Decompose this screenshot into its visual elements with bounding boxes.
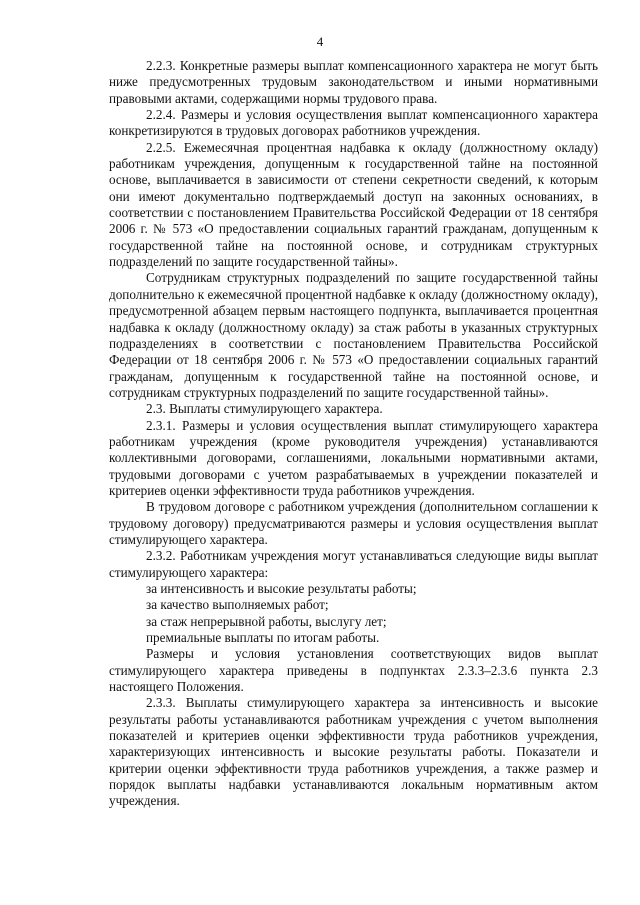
paragraph-2-2-5: 2.2.5. Ежемесячная процентная надбавка к окладу (должностному окладу) работникам учреждения, допущенным к государственной тайне на постоянной основе, выплачивается в зависимости от степени секретности сведений, к которым они имеют документально подтверждаемый доступ на законных основаниях, в соответствии с постановлением Правительства Российской Федерации от 18 сентября 2006 г. № 573 «О предоставлении социальных гарантий гражданам, допущенным к государственной тайне на постоянной основе, и сотрудникам структурных подразделений по защите государственной тайны». xyxy=(109,139,598,270)
paragraph-2-3-1-second: В трудовом договоре с работником учреждения (дополнительном соглашении к трудовому договору) предусматриваются размеры и условия осуществления выплат стимулирующего характера. xyxy=(109,499,598,547)
section-heading-2-3: 2.3. Выплаты стимулирующего характера. xyxy=(146,401,383,417)
list-item: за интенсивность и высокие результаты работы; xyxy=(146,581,417,596)
paragraph-2-2-4: 2.2.4. Размеры и условия осуществления выплат компенсационного характера конкретизируются в трудовых договорах работников учреждения. xyxy=(109,107,598,139)
paragraph-2-2-5-second: Сотрудникам структурных подразделений по защите государственной тайны дополнительно к ежемесячной процентной надбавке к окладу (должностному окладу), предусмотренной абзацем первым настоящего подпункта, выплачивается процентная надбавка к окладу (должностному окладу) за стаж работы в указанных структурных подразделениях в соответствии с постановлением Правительства Российской Федерации от 18 сентября 2006 г. № 573 «О предоставлении социальных гарантий гражданам, допущенным к государственной тайне на постоянной основе, и сотрудникам структурных подразделений по защите государственной тайны». xyxy=(109,270,598,400)
paragraph-2-2-3: 2.2.3. Конкретные размеры выплат компенсационного характера не могут быть ниже предусмотренных трудовым законодательством и иными нормативными правовыми актами, содержащими нормы трудового права. xyxy=(109,58,598,106)
list-item: за качество выполняемых работ; xyxy=(146,597,329,613)
page-number: 4 xyxy=(316,34,324,49)
paragraph-2-3-2: 2.3.2. Работникам учреждения могут устанавливаться следующие виды выплат стимулирующего характера: xyxy=(109,548,598,580)
document-body xyxy=(109,58,598,810)
paragraph-2-3-1: 2.3.1. Размеры и условия осуществления выплат стимулирующего характера работникам учреждения (кроме руководителя учреждения) устанавливаются коллективными договорами, соглашениями, локальными нормативными актами, трудовыми договорами с учетом разрабатываемых в учреждении показателей и критериев оценки эффективности труда работников учреждения. xyxy=(109,417,598,498)
paragraph-2-3-3: 2.3.3. Выплаты стимулирующего характера за интенсивность и высокие результаты работы устанавливаются работникам учреждения с учетом выполнения показателей и критериев оценки эффективности труда работников учреждения, характеризующих интенсивность и высокие результаты работы. Показатели и критерии оценки эффективности труда работников учреждения, а также размер и порядок выплаты надбавки устанавливаются локальным нормативным актом учреждения. xyxy=(109,695,598,809)
list-item: за стаж непрерывной работы, выслугу лет; xyxy=(146,613,387,629)
list-item: премиальные выплаты по итогам работы. xyxy=(146,630,380,646)
paragraph-2-3-2-second: Размеры и условия установления соответствующих видов выплат стимулирующего характера приведены в подпунктах 2.3.3–2.3.6 пункта 2.3 настоящего Положения. xyxy=(109,646,598,695)
